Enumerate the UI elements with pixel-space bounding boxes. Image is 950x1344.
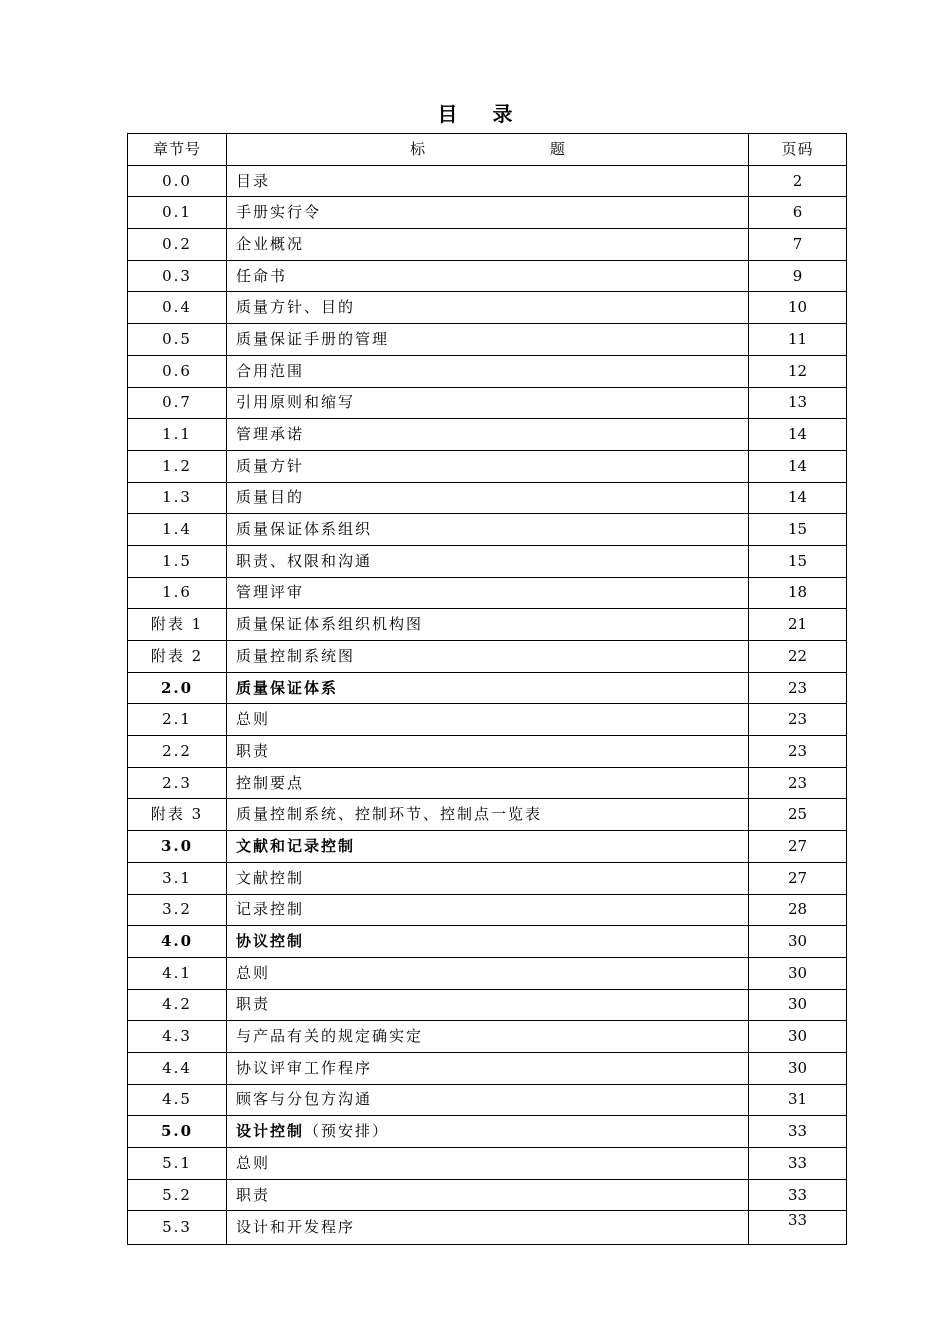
section-title: 管理评审 bbox=[236, 583, 305, 602]
toc-row bbox=[128, 894, 847, 926]
section-title-cell bbox=[227, 1021, 749, 1053]
section-number: 3.0 bbox=[128, 831, 227, 863]
toc-header-row bbox=[128, 134, 847, 166]
toc-row bbox=[128, 292, 847, 324]
section-title-cell bbox=[227, 641, 749, 673]
page-number: 22 bbox=[749, 641, 847, 673]
section-title-cell bbox=[227, 577, 749, 609]
page-number: 6 bbox=[749, 197, 847, 229]
page-number: 7 bbox=[749, 229, 847, 261]
section-title-cell bbox=[227, 862, 749, 894]
page-number: 30 bbox=[749, 957, 847, 989]
section-title: 质量目的 bbox=[236, 488, 305, 507]
section-title: 顾客与分包方沟通 bbox=[236, 1090, 373, 1109]
section-number: 4.3 bbox=[128, 1021, 227, 1053]
page-number: 14 bbox=[749, 482, 847, 514]
section-title-cell bbox=[227, 831, 749, 863]
page-number: 30 bbox=[749, 989, 847, 1021]
section-title-cell bbox=[227, 989, 749, 1021]
section-title-cell bbox=[227, 767, 749, 799]
page-number: 33 bbox=[749, 1179, 847, 1211]
section-title: 总则 bbox=[236, 1153, 271, 1172]
section-number: 1.2 bbox=[128, 450, 227, 482]
section-title-cell bbox=[227, 1148, 749, 1180]
toc-row bbox=[128, 641, 847, 673]
section-title-cell bbox=[227, 387, 749, 419]
page-number: 23 bbox=[749, 704, 847, 736]
section-number: 3.1 bbox=[128, 862, 227, 894]
section-title: 文献控制 bbox=[236, 868, 305, 887]
toc-row bbox=[128, 419, 847, 451]
page-number: 2 bbox=[749, 165, 847, 197]
toc-row bbox=[128, 197, 847, 229]
page-number: 28 bbox=[749, 894, 847, 926]
section-title: 协议控制 bbox=[236, 932, 305, 951]
section-number: 2.1 bbox=[128, 704, 227, 736]
page-number: 23 bbox=[749, 736, 847, 768]
toc-row bbox=[128, 165, 847, 197]
section-number: 附表 2 bbox=[128, 641, 227, 673]
section-title: 质量保证体系 bbox=[236, 678, 339, 697]
section-title: 职责 bbox=[236, 741, 271, 760]
page-number: 25 bbox=[749, 799, 847, 831]
section-number: 5.0 bbox=[128, 1116, 227, 1148]
section-title-cell bbox=[227, 926, 749, 958]
toc-row bbox=[128, 545, 847, 577]
section-title: 质量方针、目的 bbox=[236, 298, 356, 317]
page-number: 33 bbox=[749, 1148, 847, 1180]
section-title: 职责 bbox=[236, 1185, 271, 1204]
section-title: 企业概况 bbox=[236, 234, 305, 253]
section-number: 5.1 bbox=[128, 1148, 227, 1180]
page-number: 9 bbox=[749, 260, 847, 292]
section-title-cell bbox=[227, 736, 749, 768]
section-number: 附表 1 bbox=[128, 609, 227, 641]
header-section-number: 章节号 bbox=[128, 134, 227, 166]
toc-row bbox=[128, 1021, 847, 1053]
section-number: 5.3 bbox=[128, 1211, 227, 1245]
toc-row bbox=[128, 1148, 847, 1180]
section-title-cell bbox=[227, 609, 749, 641]
toc-row bbox=[128, 1179, 847, 1211]
toc-row bbox=[128, 799, 847, 831]
section-title-cell bbox=[227, 1179, 749, 1211]
page-number: 15 bbox=[749, 514, 847, 546]
page-number: 31 bbox=[749, 1084, 847, 1116]
page-number: 18 bbox=[749, 577, 847, 609]
section-title-cell bbox=[227, 514, 749, 546]
toc-row bbox=[128, 609, 847, 641]
page-number: 12 bbox=[749, 355, 847, 387]
section-title: 总则 bbox=[236, 963, 271, 982]
page-number: 33 bbox=[749, 1116, 847, 1148]
toc-row bbox=[128, 736, 847, 768]
section-title: 文献和记录控制 bbox=[236, 836, 356, 855]
section-title: 职责、权限和沟通 bbox=[236, 551, 373, 570]
section-number: 1.6 bbox=[128, 577, 227, 609]
section-title: 质量保证体系组织机构图 bbox=[236, 615, 424, 634]
section-title-cell bbox=[227, 165, 749, 197]
section-title: 质量方针 bbox=[236, 456, 305, 475]
section-number: 0.7 bbox=[128, 387, 227, 419]
section-title: 与产品有关的规定确实定 bbox=[236, 1027, 424, 1046]
page-number: 21 bbox=[749, 609, 847, 641]
toc-row bbox=[128, 704, 847, 736]
toc-row bbox=[128, 989, 847, 1021]
section-title-cell bbox=[227, 704, 749, 736]
header-title: 标 题 bbox=[227, 134, 749, 166]
section-title: 总则 bbox=[236, 710, 271, 729]
section-title-cell bbox=[227, 957, 749, 989]
section-title: 质量控制系统图 bbox=[236, 646, 356, 665]
page-number: 11 bbox=[749, 324, 847, 356]
section-number: 1.5 bbox=[128, 545, 227, 577]
section-number: 0.6 bbox=[128, 355, 227, 387]
page-number: 23 bbox=[749, 672, 847, 704]
toc-row bbox=[128, 957, 847, 989]
section-title: 目录 bbox=[236, 171, 271, 190]
section-title: 协议评审工作程序 bbox=[236, 1058, 373, 1077]
page-number: 23 bbox=[749, 767, 847, 799]
section-number: 4.1 bbox=[128, 957, 227, 989]
toc-row bbox=[128, 767, 847, 799]
toc-row bbox=[128, 260, 847, 292]
section-number: 4.4 bbox=[128, 1052, 227, 1084]
section-title-cell bbox=[227, 197, 749, 229]
toc-row bbox=[128, 229, 847, 261]
page-number: 30 bbox=[749, 1021, 847, 1053]
page-number: 14 bbox=[749, 419, 847, 451]
section-title: 记录控制 bbox=[236, 900, 305, 919]
section-title: 合用范围 bbox=[236, 361, 305, 380]
section-number: 5.2 bbox=[128, 1179, 227, 1211]
toc-row bbox=[128, 355, 847, 387]
section-title: 质量保证手册的管理 bbox=[236, 329, 390, 348]
section-number: 0.5 bbox=[128, 324, 227, 356]
page-number: 14 bbox=[749, 450, 847, 482]
section-number: 1.3 bbox=[128, 482, 227, 514]
section-title-cell bbox=[227, 355, 749, 387]
section-title: 质量保证体系组织 bbox=[236, 520, 373, 539]
page-title: 目 录 bbox=[437, 102, 527, 126]
toc-row bbox=[128, 1211, 847, 1245]
toc-row bbox=[128, 1084, 847, 1116]
section-number: 附表 3 bbox=[128, 799, 227, 831]
section-number: 2.0 bbox=[128, 672, 227, 704]
section-title-cell bbox=[227, 1211, 749, 1245]
section-number: 0.4 bbox=[128, 292, 227, 324]
toc-row bbox=[128, 482, 847, 514]
page-number: 33 bbox=[749, 1211, 847, 1245]
page-number: 13 bbox=[749, 387, 847, 419]
section-title-cell bbox=[227, 799, 749, 831]
section-number: 2.3 bbox=[128, 767, 227, 799]
section-title-cell bbox=[227, 1084, 749, 1116]
section-title-cell bbox=[227, 1116, 749, 1148]
section-title-note: （预安排） bbox=[304, 1122, 390, 1141]
toc-row bbox=[128, 926, 847, 958]
page-number: 27 bbox=[749, 862, 847, 894]
toc-row bbox=[128, 1052, 847, 1084]
section-number: 0.2 bbox=[128, 229, 227, 261]
header-page-number: 页码 bbox=[749, 134, 847, 166]
section-title-cell bbox=[227, 450, 749, 482]
toc-row bbox=[128, 831, 847, 863]
section-title-cell bbox=[227, 672, 749, 704]
toc-row bbox=[128, 672, 847, 704]
section-title: 职责 bbox=[236, 995, 271, 1014]
toc-row bbox=[128, 514, 847, 546]
section-title-cell bbox=[227, 229, 749, 261]
section-number: 2.2 bbox=[128, 736, 227, 768]
section-title-cell bbox=[227, 292, 749, 324]
section-title-cell bbox=[227, 260, 749, 292]
page-number: 27 bbox=[749, 831, 847, 863]
toc-body bbox=[128, 165, 847, 1244]
section-title: 手册实行令 bbox=[236, 203, 322, 222]
section-title-cell bbox=[227, 419, 749, 451]
section-title: 管理承诺 bbox=[236, 425, 305, 444]
section-title-cell bbox=[227, 324, 749, 356]
toc-table bbox=[127, 133, 847, 1245]
section-title-cell bbox=[227, 1052, 749, 1084]
section-number: 4.2 bbox=[128, 989, 227, 1021]
section-title: 设计控制 bbox=[236, 1122, 305, 1141]
toc-row bbox=[128, 862, 847, 894]
page-number: 30 bbox=[749, 1052, 847, 1084]
page-number: 10 bbox=[749, 292, 847, 324]
toc-row bbox=[128, 577, 847, 609]
section-title: 设计和开发程序 bbox=[236, 1218, 356, 1237]
section-number: 1.4 bbox=[128, 514, 227, 546]
page-number: 15 bbox=[749, 545, 847, 577]
section-number: 0.3 bbox=[128, 260, 227, 292]
section-title-cell bbox=[227, 545, 749, 577]
section-title: 控制要点 bbox=[236, 773, 305, 792]
toc-row bbox=[128, 324, 847, 356]
section-number: 4.0 bbox=[128, 926, 227, 958]
toc-row bbox=[128, 387, 847, 419]
section-number: 4.5 bbox=[128, 1084, 227, 1116]
section-title: 质量控制系统、控制环节、控制点一览表 bbox=[236, 805, 543, 824]
toc-row bbox=[128, 1116, 847, 1148]
section-title: 任命书 bbox=[236, 266, 288, 285]
page-number: 30 bbox=[749, 926, 847, 958]
toc-row bbox=[128, 450, 847, 482]
section-number: 3.2 bbox=[128, 894, 227, 926]
section-number: 0.0 bbox=[128, 165, 227, 197]
section-number: 1.1 bbox=[128, 419, 227, 451]
section-title: 引用原则和缩写 bbox=[236, 393, 356, 412]
section-number: 0.1 bbox=[128, 197, 227, 229]
section-title-cell bbox=[227, 482, 749, 514]
section-title-cell bbox=[227, 894, 749, 926]
